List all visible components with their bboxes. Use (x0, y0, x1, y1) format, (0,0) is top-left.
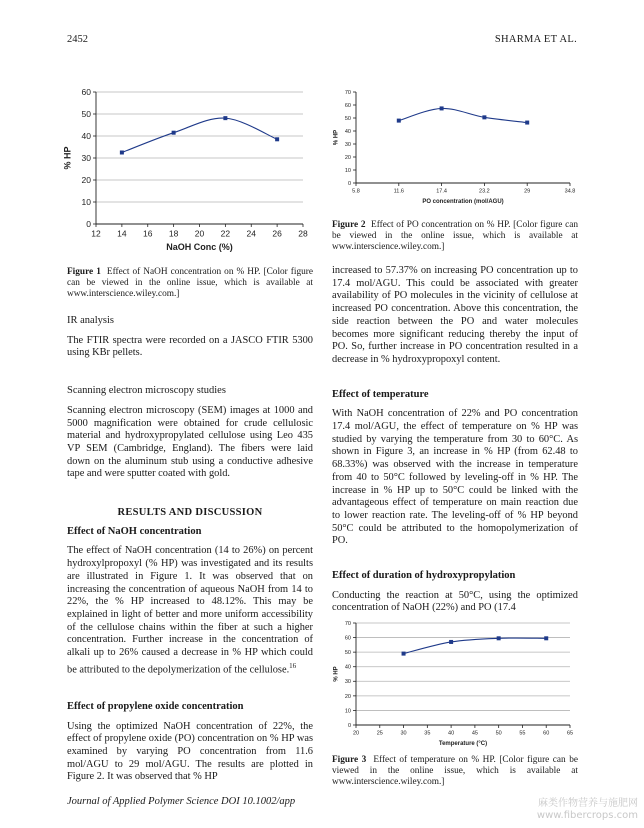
x-tick-label: 34.8 (564, 188, 576, 195)
y-axis-label: % HP (333, 666, 340, 682)
x-tick-label: 65 (566, 730, 574, 737)
y-tick-label: 60 (344, 635, 351, 642)
figure-2-label: Figure 2 (332, 220, 366, 230)
y-tick-label: 30 (344, 679, 351, 686)
figure-1-chart (62, 82, 313, 252)
x-tick-label: 35 (424, 730, 431, 737)
reference-16: 16 (289, 661, 297, 670)
figure-2-caption-text: Effect of PO concentration on % HP. [Color figure can be viewed in the online issue, which is available at www.interscience.wiley.com.] (332, 220, 578, 252)
duration-heading: Effect of duration of hydroxypropylation (332, 570, 516, 582)
x-axis-label: Temperature (°C) (438, 741, 488, 747)
x-tick-label: 25 (376, 730, 383, 737)
figure-3-caption (332, 755, 578, 788)
x-axis-label: PO concentration (mol/AGU) (422, 199, 504, 205)
y-tick-label: 10 (344, 167, 351, 174)
figure-3-label: Figure 3 (332, 755, 367, 765)
naoh-text (67, 545, 313, 677)
temperature-heading: Effect of temperature (332, 388, 429, 400)
x-tick-label: 55 (519, 730, 526, 737)
naoh-text-body: The effect of NaOH concentration (14 to 26%) on percent hydroxylpropoxyl (% HP) was investigated and its results are illustrated in Figure 1. It was observed that on increasing the concentration of aqueous NaOH from 14 to 22%, the % HP increased to 48.12%. This may be explained in light of better and more uniform accessibility of the cellulose chains within the fiber at such a higher concentration. Further increase in the concentration of alkali up to 26% caused a decrease in % HP which could be attributed to the depolymerization of the cellulose. (67, 545, 313, 676)
watermark (537, 798, 638, 822)
x-tick-label: 30 (400, 730, 407, 737)
y-tick-label: 60 (344, 102, 351, 109)
y-tick-label: 0 (347, 180, 351, 187)
figure-1-caption-text: Effect of NaOH concentration on % HP. [Color figure can be viewed in the online issue, which is available at www.interscience.wiley.com.] (67, 267, 313, 299)
data-point (544, 636, 548, 640)
x-tick-label: 60 (543, 730, 550, 737)
y-tick-label: 10 (81, 196, 91, 207)
y-tick-label: 20 (81, 174, 91, 185)
y-tick-label: 40 (81, 130, 91, 141)
x-tick-label: 45 (471, 730, 478, 737)
running-head: SHARMA ET AL. (494, 34, 577, 45)
y-tick-label: 20 (344, 154, 351, 161)
journal-footer: Journal of Applied Polymer Science DOI 10.1002/app (67, 796, 296, 807)
y-tick-label: 40 (344, 664, 351, 671)
page-number: 2452 (67, 34, 88, 45)
x-tick-label: 17.4 (436, 188, 447, 195)
figure-2-chart (332, 82, 578, 212)
figure-1-caption (67, 267, 313, 300)
x-tick-label: 28 (298, 228, 308, 239)
data-point (497, 636, 501, 640)
y-tick-label: 30 (81, 152, 91, 163)
po-heading: Effect of propylene oxide concentration (67, 700, 244, 712)
temperature-text: With NaOH concentration of 22% and PO concentration 17.4 mol/AGU, the effect of temperature on % HP was studied by varying the temperature from 30 to 60°C. As shown in Figure 3, an increase in % HP (from 62.48 to 68.33%) was observed with the increase in temperature from 40 to 50°C followed by leveling-off in % HP. The increase in % HP up to 50°C could be linked with the advantageous effect of temperature on main reaction due to lower reaction rate. The leveling-off of % HP beyond 50°C could be attributed to the homopolymerization of PO. (332, 408, 578, 547)
y-tick-label: 50 (344, 650, 351, 657)
watermark-line-1: 麻类作物营养与施肥网 (538, 798, 638, 809)
y-axis-label: % HP (333, 129, 340, 146)
right-column (332, 265, 578, 615)
series-line (122, 118, 277, 152)
y-tick-label: 40 (344, 128, 351, 135)
y-tick-label: 70 (344, 620, 351, 627)
x-tick-label: 29 (524, 188, 531, 195)
sem-text: Scanning electron microscopy (SEM) images at 1000 and 5000 magnification were obtained for crude cellulosic material and hydroxypropylated cellulose using Leo 435 VP SEM (Cambridge, England). The fibers were laid down on the aluminum stub using a conductive adhesive tape and were sputter coated with gold. (67, 404, 313, 480)
x-tick-label: 26 (272, 228, 282, 239)
data-point (172, 131, 176, 135)
y-tick-label: 50 (81, 108, 91, 119)
x-axis-label: NaOH Conc (%) (166, 242, 233, 252)
y-tick-label: 60 (81, 86, 91, 97)
x-tick-label: 11.6 (393, 188, 404, 195)
ir-analysis-text: The FTIR spectra were recorded on a JASCO FTIR 5300 using KBr pellets. (67, 334, 313, 359)
naoh-heading: Effect of NaOH concentration (67, 525, 202, 537)
series-line (404, 638, 547, 654)
data-point (482, 115, 486, 119)
duration-text: Conducting the reaction at 50°C, using the optimized concentration of NaOH (22%) and PO (17.4 (332, 589, 578, 614)
x-tick-label: 20 (194, 228, 205, 239)
po-text: Using the optimized NaOH concentration of 22%, the effect of propylene oxide (PO) concentration on % HP was examined by varying PO concentration from 11.6 mol/AGU to 29 mol/AGU. The results are plotted in Figure 2. It was observed that % HP (67, 720, 313, 783)
y-tick-label: 50 (344, 115, 351, 122)
y-tick-label: 0 (86, 218, 91, 229)
figure-2-caption (332, 220, 578, 253)
figure-3-chart (332, 615, 578, 750)
x-tick-label: 14 (117, 228, 127, 239)
y-axis-label: % HP (62, 146, 73, 170)
data-point (440, 106, 444, 110)
data-point (223, 116, 227, 120)
data-point (525, 121, 529, 125)
y-tick-label: 10 (344, 708, 351, 715)
data-point (402, 652, 406, 656)
figure-3-caption-text: Effect of temperature on % HP. [Color figure can be viewed in the online issue, which is available at www.interscience.wiley.com.] (332, 755, 578, 787)
x-tick-label: 50 (495, 730, 502, 737)
left-column (67, 315, 313, 784)
data-point (275, 137, 279, 141)
y-tick-label: 30 (344, 141, 351, 148)
results-heading: RESULTS AND DISCUSSION (117, 507, 263, 519)
x-tick-label: 18 (168, 228, 179, 239)
x-tick-label: 22 (220, 228, 231, 239)
sem-heading: Scanning electron microscopy studies (67, 385, 226, 397)
x-tick-label: 20 (352, 730, 360, 737)
data-point (397, 119, 401, 123)
x-tick-label: 16 (143, 228, 153, 239)
x-tick-label: 40 (448, 730, 455, 737)
y-tick-label: 70 (344, 89, 351, 96)
data-point (449, 640, 453, 644)
po-text-continued: increased to 57.37% on increasing PO concentration up to 17.4 mol/AGU. This could be associated with greater availability of PO molecules in the vicinity of cellulose at increased PO concentration. Above this concentration, the side reaction between the PO and water molecules becomes more significant reducing thereby the input of PO. So, further increase in PO concentration resulted in a decrease in % hydroxypropoxyl content. (332, 265, 578, 365)
x-tick-label: 5.8 (352, 188, 360, 195)
ir-analysis-heading: IR analysis (67, 315, 114, 326)
y-tick-label: 20 (344, 693, 351, 700)
x-tick-label: 12 (91, 228, 101, 239)
watermark-line-2: www.fibercrops.com (536, 810, 638, 821)
y-tick-label: 0 (347, 722, 351, 729)
x-tick-label: 24 (246, 228, 256, 239)
figure-1-label: Figure 1 (67, 267, 101, 277)
x-tick-label: 23.2 (479, 188, 490, 195)
series-line (399, 108, 527, 122)
data-point (120, 151, 124, 155)
